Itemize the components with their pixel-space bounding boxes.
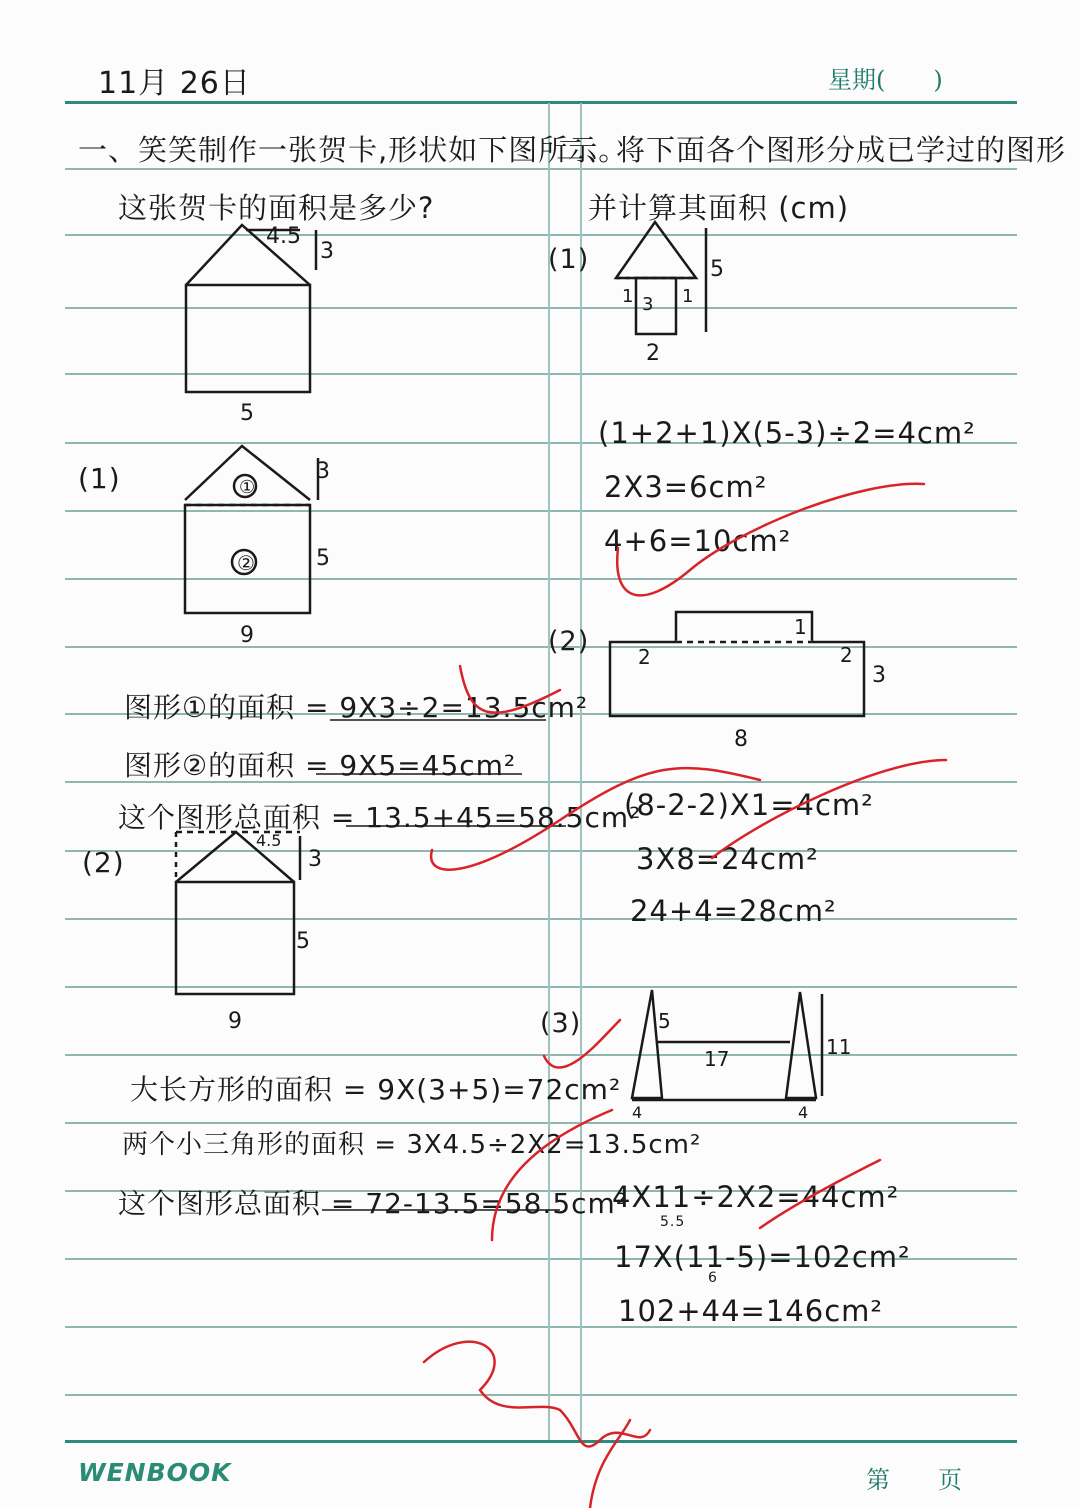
arrow-dim-right: 1: [682, 286, 694, 307]
arrow-dim-stem: 3: [642, 294, 654, 315]
circle-2-label: ②: [237, 551, 255, 575]
right-2-calc-1: (8-2-2)X1=4cm²: [624, 788, 874, 822]
page-number-label: 第 页: [866, 1466, 962, 1494]
ruled-line: [65, 1394, 1017, 1396]
right-3-note-six: 6: [708, 1270, 718, 1286]
ruled-line: [65, 986, 1017, 988]
part2-top: 4.5: [256, 831, 282, 850]
ruled-line: [65, 850, 1017, 852]
footer-rule: [65, 1440, 1017, 1443]
question-1-line-2: 这张贺卡的面积是多少?: [118, 191, 435, 225]
ruled-line: [65, 510, 1017, 512]
calc-total-area-1: 这个图形总面积 = 13.5+45=58.5cm²: [118, 801, 642, 834]
column-divider: [548, 103, 550, 1440]
teacher-marks: [424, 484, 946, 1508]
right-1-calc-2: 2X3=6cm²: [604, 470, 768, 504]
calc-shape-1-area: 图形①的面积 = 9X3÷2=13.5cm²: [124, 691, 589, 724]
part2-height-1: 3: [308, 847, 322, 872]
right-3-note-half: 5.5: [660, 1214, 686, 1230]
card-figure-subtract: [176, 832, 300, 994]
calc-total-area-2: 这个图形总面积 = 72-13.5=58.5cm²: [118, 1187, 629, 1220]
step-figure: [610, 612, 864, 716]
circle-1-label: ①: [239, 477, 256, 498]
right-2-calc-3: 24+4=28cm²: [630, 894, 837, 928]
ruled-line: [65, 373, 1017, 375]
main-top-label: 4.5: [266, 224, 301, 249]
question-1-line-1: 一、笑笑制作一张贺卡,形状如下图所示。: [78, 133, 629, 167]
ruled-line: [65, 234, 1017, 236]
right-part-2-label: (2): [548, 626, 590, 657]
right-part-3-label: (3): [540, 1008, 582, 1039]
part2-height-2: 5: [296, 929, 310, 954]
right-2-calc-2: 3X8=24cm²: [636, 842, 819, 876]
trap-dim-11: 11: [826, 1035, 852, 1059]
question-2-line-1: 二、将下面各个图形分成已学过的图形: [556, 133, 1067, 167]
calc-big-rectangle-area: 大长方形的面积 = 9X(3+5)=72cm²: [130, 1073, 622, 1106]
left-part-2-label: (2): [82, 846, 125, 879]
step-dim-bottom: 8: [734, 727, 748, 752]
ruled-line: [65, 1054, 1017, 1056]
date-text: 11月 26日: [98, 66, 251, 101]
part1-height-2: 5: [316, 546, 330, 571]
step-dim-right: 2: [840, 643, 853, 667]
right-3-calc-2: 17X(11-5)=102cm²: [614, 1240, 911, 1274]
right-1-calc-1: (1+2+1)X(5-3)÷2=4cm²: [598, 416, 976, 450]
step-dim-left: 2: [638, 645, 651, 669]
trap-dim-5: 5: [658, 1009, 671, 1033]
trap-dim-right: 4: [798, 1103, 809, 1122]
left-part-1-label: (1): [78, 462, 121, 495]
right-1-calc-3: 4+6=10cm²: [604, 524, 792, 558]
brand-logo: WENBOOK: [78, 1458, 232, 1487]
question-2-line-2: 并计算其面积 (cm): [588, 191, 850, 225]
arrow-dim-height: 5: [710, 257, 724, 282]
arrow-figure: [616, 222, 706, 334]
right-3-calc-3: 102+44=146cm²: [618, 1294, 884, 1328]
ruled-line: [65, 578, 1017, 580]
column-divider: [580, 103, 582, 1440]
part1-bottom: 9: [240, 623, 254, 648]
main-bottom-label: 5: [240, 401, 254, 426]
trapezoid-figure: [632, 990, 822, 1100]
trap-dim-left: 4: [632, 1103, 643, 1122]
card-figure-split: [185, 446, 318, 613]
arrow-dim-left: 1: [622, 286, 634, 307]
main-right-label: 3: [320, 239, 334, 264]
ruled-line: [65, 918, 1017, 920]
part1-height-1: 3: [316, 459, 330, 484]
arrow-dim-bottom: 2: [646, 341, 660, 366]
step-dim-top: 1: [794, 615, 807, 639]
right-part-1-label: (1): [548, 244, 590, 275]
trap-dim-17: 17: [704, 1047, 730, 1071]
calc-small-triangles-area: 两个小三角形的面积 = 3X4.5÷2X2=13.5cm²: [122, 1130, 702, 1160]
calc-shape-2-area: 图形②的面积 = 9X5=45cm²: [124, 749, 517, 782]
weekday-label: 星期( ): [828, 66, 943, 94]
step-dim-height: 3: [872, 663, 886, 688]
part2-bottom: 9: [228, 1009, 242, 1034]
ruled-line: [65, 307, 1017, 309]
ruled-line: [65, 646, 1017, 648]
right-3-calc-1: 4X11÷2X2=44cm²: [612, 1180, 900, 1214]
